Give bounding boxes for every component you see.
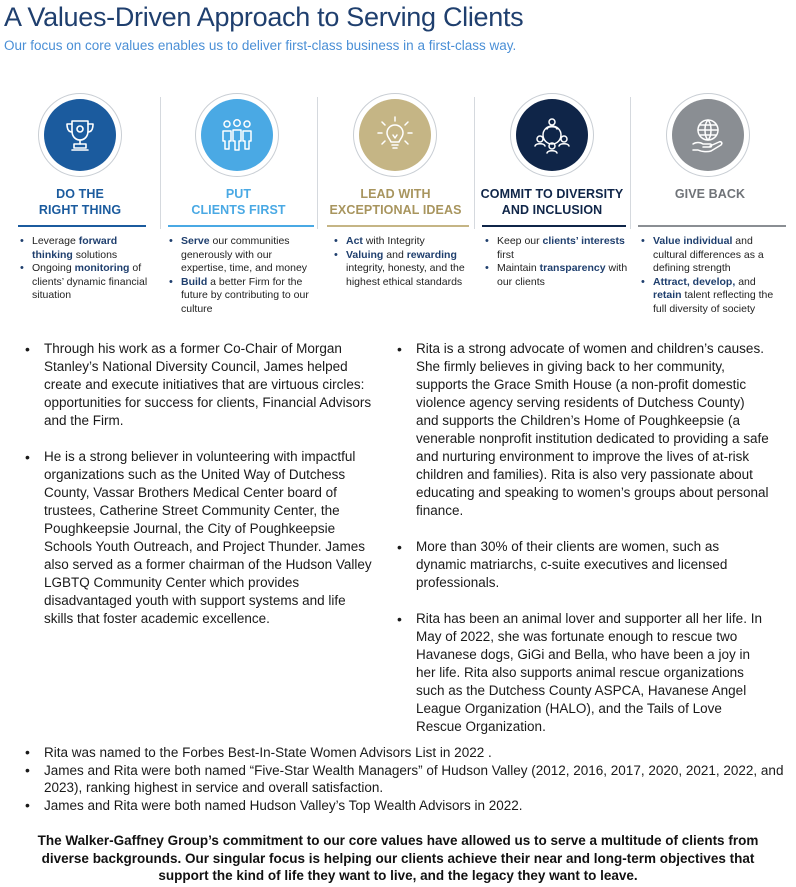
value-underline [168, 225, 314, 227]
value-bullets [331, 235, 473, 289]
value-underline [638, 225, 786, 227]
closing-statement: The Walker-Gaffney Group’s commitment to our core values have allowed us to serve a multitude of clients from diverse backgrounds. Our singular focus is helping our clients achieve their near and long-term objectives that support the kind of life they want to live, and the legacy they want to leave. [37, 833, 759, 883]
list-item: • Valuing and rewarding integrity, honesty, and the highest ethical standards [331, 249, 473, 290]
value-bullets [166, 235, 316, 317]
value-badge [353, 93, 437, 177]
globe-hand-icon [686, 113, 730, 157]
value-underline [482, 225, 626, 227]
list-item: • Keep our clients’ interests first [482, 235, 628, 262]
network-icon [530, 113, 574, 157]
list-item: • Through his work as a former Co-Chair of Morgan Stanley’s National Diversity Council, James helped create and execute initiatives that are virtuous circles: opportunities for success for clients, Financial Advisors and the Firm. [24, 340, 376, 430]
value-card-lead-with-exceptional-ideas [317, 93, 474, 333]
value-card-commit-to-diversity [474, 93, 630, 333]
value-card-do-the-right-thing [0, 93, 160, 333]
page-subtitle: Our focus on core values enables us to deliver first-class business in a first-class way. [4, 38, 517, 53]
value-bullets [17, 235, 157, 303]
facts-list [24, 744, 784, 814]
list-item: • Serve our communities generously with our expertise, time, and money [166, 235, 316, 276]
list-item: • Ongoing monitoring of clients’ dynamic financial situation [17, 262, 157, 303]
people-icon [215, 113, 259, 157]
list-item: • Leverage forward thinking solutions [17, 235, 157, 262]
value-badge [195, 93, 279, 177]
value-badge [510, 93, 594, 177]
value-badge [666, 93, 750, 177]
value-bullets [638, 235, 786, 317]
list-item: • He is a strong believer in volunteering with impactful organizations such as the United Way of Dutchess County, Vassar Brothers Medical Center board of trustees, Catherine Street Community Center, the Poughkeepsie Journal, the City of Poughkeepsie Schools Youth Outreach, and Project Thunder. James also served as a former chairman of the Hudson Valley LGBTQ Community Center which provides disadvantaged youth with support systems and life skills that foster academic excellence. [24, 448, 376, 628]
value-underline [327, 225, 469, 227]
lightbulb-icon [373, 113, 417, 157]
right-column [396, 340, 770, 754]
value-card-put-clients-first [160, 93, 317, 333]
list-item: • Maintain transparency with our clients [482, 262, 628, 289]
list-item: • Attract, develop, and retain talent reflecting the full diversity of society [638, 276, 786, 317]
list-item: • Value individual and cultural differences as a defining strength [638, 235, 786, 276]
list-item: • Rita is a strong advocate of women and children’s causes. She firmly believes in giving back to her community, supports the Grace Smith House (a non-profit domestic violence agency serving residents of Dutchess County) and supports the Children’s Home of Poughkeepsie (a venerable nonprofit institution dedicated to providing a safe and nurturing environment to improve the lives of at-risk children and families). Rita is also very passionate about educating and speaking to women’s groups about personal finance. [396, 340, 770, 520]
value-underline [18, 225, 146, 227]
page-title: A Values-Driven Approach to Serving Clients [4, 2, 524, 32]
list-item: • Rita was named to the Forbes Best-In-State Women Advisors List in 2022 . [24, 744, 784, 762]
list-item: • Act with Integrity [331, 235, 473, 249]
list-item: • James and Rita were both named “Five-Star Wealth Managers” of Hudson Valley (2012, 2016, 2017, 2020, 2021, 2022, and 2023), ranking highest in service and overall satisfaction. [24, 762, 784, 797]
value-title: COMMIT TO DIVERSITY AND INCLUSION [480, 187, 624, 217]
list-item: • More than 30% of their clients are women, such as dynamic matriarchs, c-suite executives and licensed professionals. [396, 538, 770, 592]
value-title: LEAD WITH EXCEPTIONAL IDEAS [329, 187, 462, 217]
value-badge [38, 93, 122, 177]
list-item: • Build a better Firm for the future by contributing to our culture [166, 276, 316, 317]
value-title: DO THE RIGHT THING [38, 187, 122, 217]
value-card-give-back [630, 93, 790, 333]
list-item: • Rita has been an animal lover and supporter all her life. In May of 2022, she was fortunate enough to rescue two Havanese dogs, GiGi and Bella, who have been a joy in her life. Rita also supports animal rescue organizations such as the Dutchess County ASPCA, Havanese Angel League Organization (HALO), and the Tails of Love Rescue Organization. [396, 610, 770, 736]
value-title: PUT CLIENTS FIRST [191, 187, 286, 217]
trophy-icon [58, 113, 102, 157]
value-title: GIVE BACK [674, 187, 746, 201]
list-item: • James and Rita were both named Hudson Valley’s Top Wealth Advisors in 2022. [24, 797, 784, 815]
value-bullets [482, 235, 628, 289]
left-column [24, 340, 376, 646]
values-row [0, 93, 796, 333]
